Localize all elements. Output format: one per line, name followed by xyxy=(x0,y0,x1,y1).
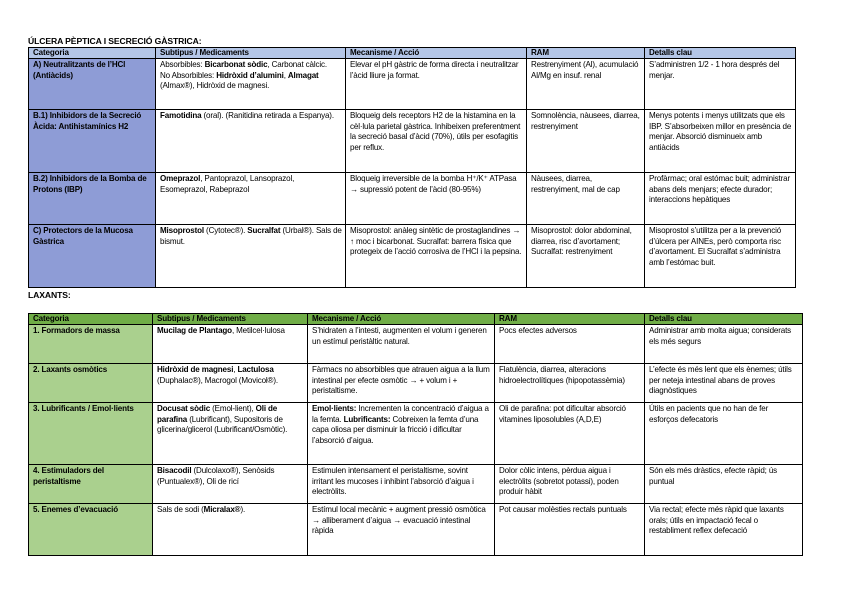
row-medicaments-cell: Hidròxid de magnesi, Lactulosa (Duphalac®), Macrogol (Movicol®). xyxy=(153,364,308,403)
row-ram-cell: Oli de parafina: pot dificultar absorció vitamines liposolubles (A,D,E) xyxy=(495,403,645,465)
header-ram: RAM xyxy=(527,48,645,59)
row-mecanisme-cell: S’hidraten a l’intesti, augmenten el volum i generen un estímul peristàltic natural. xyxy=(308,325,495,364)
row-detalls-cell: L’efecte és més lent que els ènemes; útils per neteja intestinal abans de proves diagnòstiques xyxy=(645,364,803,403)
table-header-row xyxy=(29,314,803,325)
header-categoria: Categoria xyxy=(29,48,156,59)
header-detalls: Detalls clau xyxy=(645,314,803,325)
row-category-cell: 4. Estimuladors del peristaltisme xyxy=(29,465,153,504)
row-mecanisme-cell: Elevar el pH gàstric de forma directa i neutralitzar l’àcid lliure ja format. xyxy=(346,59,527,110)
row-ram-cell: Misoprostol: dolor abdominal, diarrea, risc d’avortament; Sucralfat: restrenyiment xyxy=(527,225,645,288)
row-category-cell: 1. Formadors de massa xyxy=(29,325,153,364)
row-ram-cell: Flatulència, diarrea, alteracions hidroelectrolítiques (hipopotassèmia) xyxy=(495,364,645,403)
row-category-cell: A) Neutralitzants de l’HCl (Antiàcids) xyxy=(29,59,156,110)
header-mecanisme: Mecanisme / Acció xyxy=(308,314,495,325)
header-subtipus: Subtipus / Medicaments xyxy=(153,314,308,325)
table-row xyxy=(29,225,796,288)
row-ram-cell: Restrenyiment (Al), acumulació Al/Mg en insuf. renal xyxy=(527,59,645,110)
row-detalls-cell: Administrar amb molta aigua; considerats els més segurs xyxy=(645,325,803,364)
row-mecanisme-cell: Bloqueig dels receptors H2 de la histamina en la cèl·lula parietal gàstrica. Inhibeixen preferentment la secreció basal d’àcid (70%), útils per esofagitis per reflux. xyxy=(346,110,527,173)
header-categoria: Categoria xyxy=(29,314,153,325)
row-mecanisme-cell: Bloqueig irreversible de la bomba H⁺/K⁺ ATPasa → supressió potent de l’àcid (80-95%) xyxy=(346,173,527,225)
table-row xyxy=(29,465,803,504)
row-medicaments-cell: Bisacodil (Dulcolaxo®), Senòsids (Puntualex®), Oli de ricí xyxy=(153,465,308,504)
row-ram-cell: Somnolència, nàusees, diarrea, restrenyiment xyxy=(527,110,645,173)
ulcera-table xyxy=(28,47,796,288)
row-mecanisme-cell: Estímul local mecànic + augment pressió osmòtica → alliberament d’aigua → evacuació intestinal ràpida xyxy=(308,504,495,556)
row-detalls-cell: Profàrmac; oral estómac buit; administrar abans dels menjars; efecte durador; interaccions hepàtiques xyxy=(645,173,796,225)
table-header-row xyxy=(29,48,796,59)
row-category-cell: B.1) Inhibidors de la Secreció Àcida: Antihistamínics H2 xyxy=(29,110,156,173)
table-row xyxy=(29,59,796,110)
row-medicaments-cell: Misoprostol (Cytotec®). Sucralfat (Urbal®). Sals de bismut. xyxy=(156,225,346,288)
header-mecanisme: Mecanisme / Acció xyxy=(346,48,527,59)
row-medicaments-cell: Mucilag de Plantago, Metilcel·lulosa xyxy=(153,325,308,364)
row-medicaments-cell: Omeprazol, Pantoprazol, Lansoprazol, Esomeprazol, Rabeprazol xyxy=(156,173,346,225)
row-detalls-cell: S’administren 1/2 - 1 hora després del menjar. xyxy=(645,59,796,110)
header-ram: RAM xyxy=(495,314,645,325)
row-mecanisme-cell: Misoprostol: anàleg sintètic de prostaglandines → ↑ moc i bicarbonat. Sucralfat: barrera física que protegeix de l’acció corrosiva de l’HCl i la pepsina. xyxy=(346,225,527,288)
row-ram-cell: Dolor còlic intens, pèrdua aigua i electròlits (sobretot potassi), poden produir hàbit xyxy=(495,465,645,504)
row-category-cell: 3. Lubrificants / Emol·lients xyxy=(29,403,153,465)
row-category-cell: C) Protectors de la Mucosa Gàstrica xyxy=(29,225,156,288)
section-title-ulcera: ÚLCERA PÈPTICA I SECRECIÓ GÀSTRICA: xyxy=(28,36,202,46)
row-ram-cell: Nàusees, diarrea, restrenyiment, mal de cap xyxy=(527,173,645,225)
row-medicaments-cell: Docusat sòdic (Emol-lient), Oli de parafina (Lubrificant), Supositoris de glicerina/glicerol (Lubrificant/Osmòtic). xyxy=(153,403,308,465)
row-category-cell: B.2) Inhibidors de la Bomba de Protons (IBP) xyxy=(29,173,156,225)
section-title-laxants: LAXANTS: xyxy=(28,290,71,300)
row-detalls-cell: Via rectal; efecte més ràpid que laxants orals; útils en impactació fecal o restabliment reflex defecació xyxy=(645,504,803,556)
table-row xyxy=(29,403,803,465)
row-category-cell: 5. Enemes d’evacuació xyxy=(29,504,153,556)
row-category-cell: 2. Laxants osmòtics xyxy=(29,364,153,403)
table-row xyxy=(29,504,803,556)
row-detalls-cell: Misoprostol s’utilitza per a la prevenció d’úlcera per AINEs, però comporta risc d’avortament. El Sucralfat s’administra amb l’estómac buit. xyxy=(645,225,796,288)
row-medicaments-cell: Sals de sodi (Micralax®). xyxy=(153,504,308,556)
row-detalls-cell: Menys potents i menys utilitzats que els IBP. S’absorbeixen millor en presència de menjar. Absorció disminueix amb antiàcids xyxy=(645,110,796,173)
row-medicaments-cell: Famotidina (oral). (Ranitidina retirada a Espanya). xyxy=(156,110,346,173)
row-mecanisme-cell: Fàrmacs no absorbibles que atrauen aigua a la llum intestinal per efecte osmòtic → + volum i + peristaltisme. xyxy=(308,364,495,403)
row-mecanisme-cell: Estimulen intensament el peristaltisme, sovint irritant les mucoses i inhibint l’absorció d’aigua i electròlits. xyxy=(308,465,495,504)
row-ram-cell: Pot causar molèsties rectals puntuals xyxy=(495,504,645,556)
row-detalls-cell: Útils en pacients que no han de fer esforços defecatoris xyxy=(645,403,803,465)
row-medicaments-cell: Absorbibles: Bicarbonat sòdic, Carbonat càlcic. No Absorbibles: Hidròxid d’alumini, Almagat (Almax®), Hidròxid de magnesi. xyxy=(156,59,346,110)
table-row xyxy=(29,364,803,403)
table-row xyxy=(29,110,796,173)
header-subtipus: Subtipus / Medicaments xyxy=(156,48,346,59)
row-mecanisme-cell: Emol·lients: Incrementen la concentració d’aigua a la femta. Lubrificants: Cobreixen la femta d’una capa oliosa per disminuir la fricció i dificultar l’absorció d’aigua. xyxy=(308,403,495,465)
table-row xyxy=(29,173,796,225)
header-detalls: Detalls clau xyxy=(645,48,796,59)
table-row xyxy=(29,325,803,364)
row-detalls-cell: Són els més dràstics, efecte ràpid; ús puntual xyxy=(645,465,803,504)
laxants-table xyxy=(28,313,803,556)
row-ram-cell: Pocs efectes adversos xyxy=(495,325,645,364)
